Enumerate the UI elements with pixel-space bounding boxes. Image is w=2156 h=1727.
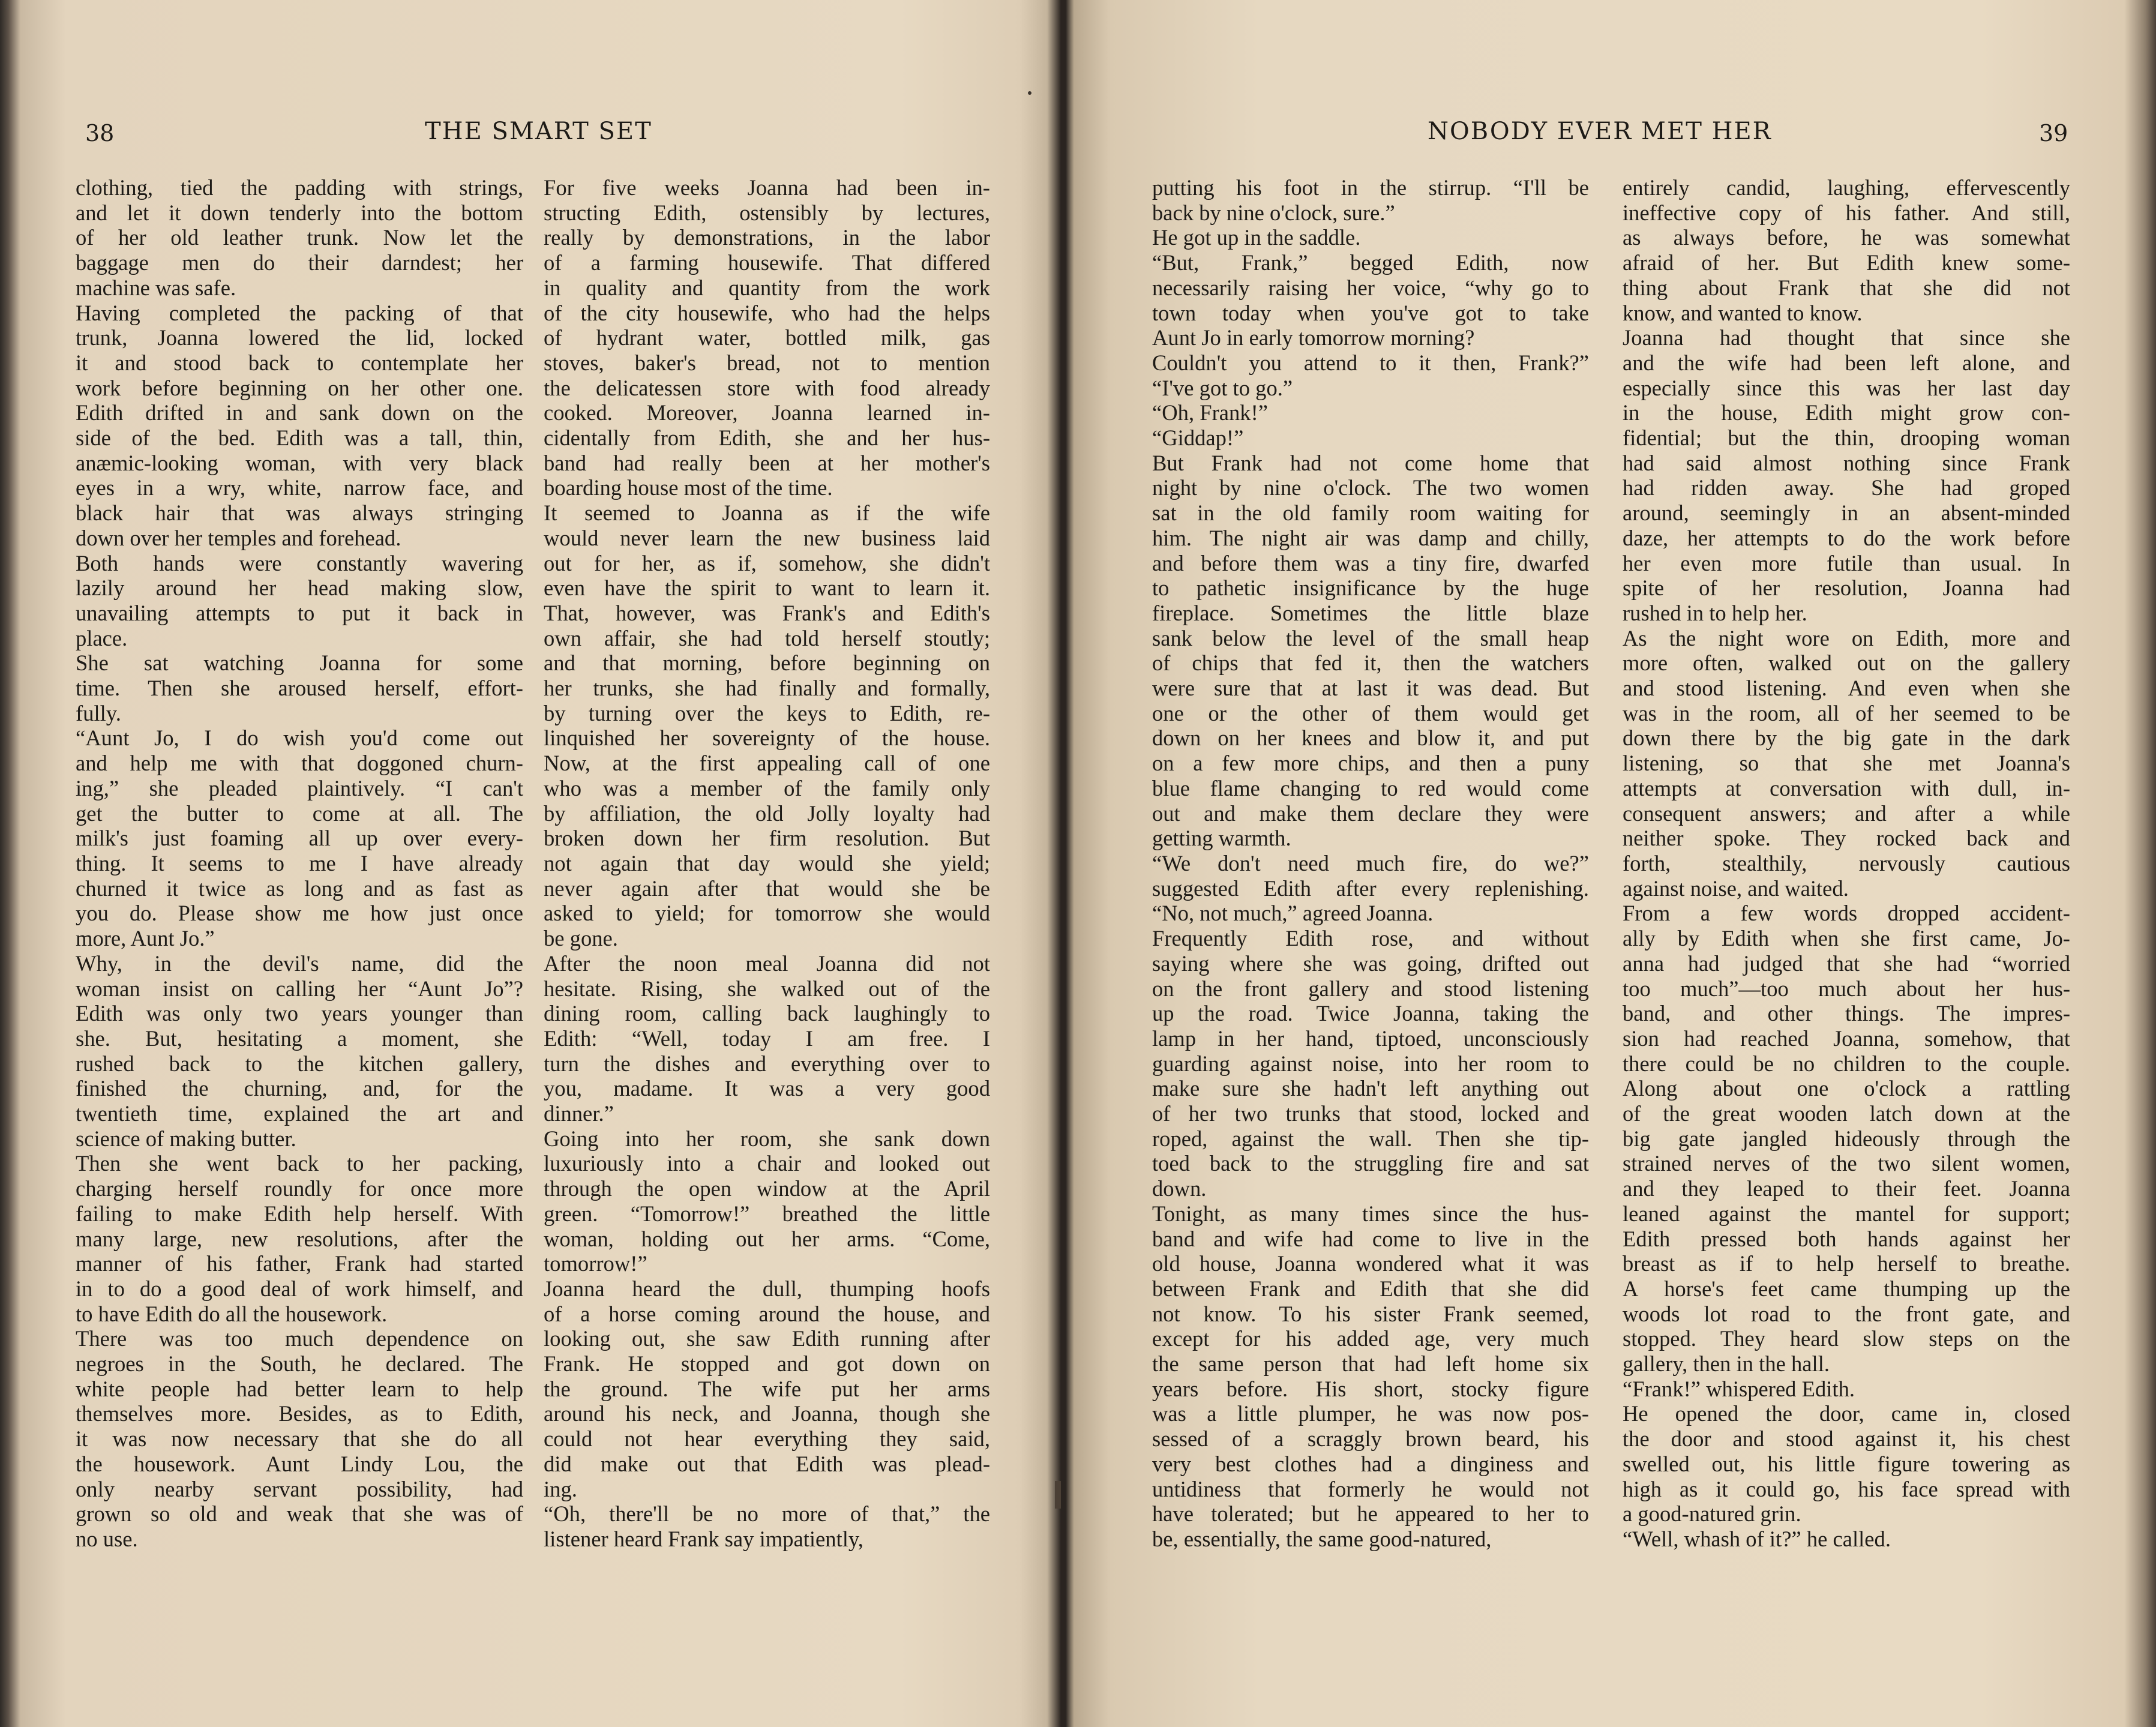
text-line: too much”—too much about her hus- <box>1623 976 2070 1001</box>
text-line: ing,” she pleaded plaintively. “I can't <box>76 775 523 800</box>
text-line: on a few more chips, and then a puny <box>1152 751 1589 776</box>
text-line: Joanna had thought that since she <box>1623 325 2070 350</box>
text-line: spite of her resolution, Joanna had <box>1623 575 2070 601</box>
text-line: necessarily raising her voice, “why go to <box>1152 275 1589 300</box>
text-line: Joanna heard the dull, thumping hoofs <box>544 1276 990 1301</box>
text-line: white people had better learn to help <box>76 1376 523 1401</box>
text-line: one or the other of them would get <box>1152 700 1589 725</box>
text-line: hesitate. Rising, she walked out of the <box>544 976 990 1001</box>
text-line: around his neck, and Joanna, though she <box>544 1401 990 1426</box>
text-line: trunk, Joanna lowered the lid, locked <box>76 325 523 350</box>
text-line: As the night wore on Edith, more and <box>1623 625 2070 650</box>
text-line: blue flame changing to red would come <box>1152 775 1589 800</box>
text-line: unavailing attempts to put it back in <box>76 600 523 625</box>
text-line: Couldn't you attend to it then, Frank?” <box>1152 350 1589 375</box>
text-line: woman insist on calling her “Aunt Jo”? <box>76 976 523 1001</box>
text-line: place. <box>76 625 128 650</box>
text-line: strained nerves of the two silent women, <box>1623 1151 2070 1176</box>
text-line: Now, at the first appealing call of one <box>544 751 990 776</box>
text-line: be gone. <box>544 926 618 951</box>
text-line: listening, so that she met Joanna's <box>1623 751 2070 776</box>
text-line: out for her, as if, somehow, she didn't <box>544 550 990 575</box>
text-line: down on her knees and blow it, and put <box>1152 725 1589 751</box>
text-line: putting his foot in the stirrup. “I'll be <box>1152 175 1589 200</box>
right-column-1 <box>1152 175 1589 1552</box>
text-line: except for his added age, very much <box>1152 1326 1589 1351</box>
text-line: That, however, was Frank's and Edith's <box>544 600 990 625</box>
text-line: there could be no children to the couple. <box>1623 1051 2070 1076</box>
text-line: thing about Frank that she did not <box>1623 275 2070 300</box>
text-line: stopped. They heard slow steps on the <box>1623 1326 2070 1351</box>
text-line: as always before, he was somewhat <box>1623 225 2070 250</box>
text-line: sessed of a scraggly brown beard, his <box>1152 1426 1589 1452</box>
text-line: sat in the old family room waiting for <box>1152 500 1589 526</box>
text-line: ally by Edith when she first came, Jo- <box>1623 926 2070 951</box>
text-line: by affiliation, the old Jolly loyalty had <box>544 800 990 826</box>
text-line: Tonight, as many times since the hus- <box>1152 1201 1589 1226</box>
text-line: A horse's feet came thumping up the <box>1623 1276 2070 1301</box>
text-line: lazily around her head making slow, <box>76 575 523 601</box>
text-line: “Giddap!” <box>1152 425 1244 451</box>
text-line: woods lot road to the front gate, and <box>1623 1301 2070 1326</box>
text-line: turn the dishes and everything over to <box>544 1051 990 1076</box>
text-line: years before. His short, stocky figure <box>1152 1376 1589 1401</box>
text-line: and stood listening. And even when she <box>1623 676 2070 701</box>
text-line: getting warmth. <box>1152 826 1291 851</box>
text-line: “No, not much,” agreed Joanna. <box>1152 901 1434 926</box>
text-line: her even more futile than usual. In <box>1623 550 2070 575</box>
text-line: machine was safe. <box>76 275 236 300</box>
gutter-ink-mark <box>1055 1481 1061 1509</box>
text-line: Edith: “Well, today I am free. I <box>544 1026 990 1051</box>
text-line: “Oh, Frank!” <box>1152 400 1268 425</box>
text-line: you, madame. It was a very good <box>544 1076 990 1101</box>
text-line: Why, in the devil's name, did the <box>76 951 523 976</box>
text-line: entirely candid, laughing, effervescently <box>1623 175 2070 200</box>
text-line: in to do a good deal of work himself, and <box>76 1276 523 1301</box>
text-line: swelled out, his little figure towering as <box>1623 1451 2070 1476</box>
text-line: suggested Edith after every replenishing. <box>1152 876 1589 901</box>
text-line: her trunks, she had finally and formally, <box>544 676 990 701</box>
text-line: in quality and quantity from the work <box>544 275 990 300</box>
text-line: many large, new resolutions, after the <box>76 1226 523 1251</box>
text-line: churned it twice as long and as fast as <box>76 876 523 901</box>
text-line: against noise, and waited. <box>1623 876 1849 901</box>
text-line: fully. <box>76 700 121 725</box>
text-line: science of making butter. <box>76 1126 296 1151</box>
text-line: high as it could go, his face spread with <box>1623 1476 2070 1501</box>
text-line: who was a member of the family only <box>544 775 990 800</box>
text-line: guarding against noise, into her room to <box>1152 1051 1589 1076</box>
text-line: be, essentially, the same good-natured, <box>1152 1526 1492 1551</box>
text-line: by turning over the keys to Edith, re- <box>544 700 990 725</box>
gutter-mark <box>1028 91 1031 95</box>
text-line: up the road. Twice Joanna, taking the <box>1152 1001 1589 1026</box>
text-line: town today when you've got to take <box>1152 300 1589 325</box>
text-line: down over her temples and forehead. <box>76 525 401 550</box>
text-line: of a horse coming around the house, and <box>544 1301 990 1326</box>
text-line: saying where she was going, drifted out <box>1152 951 1589 976</box>
text-line: “But, Frank,” begged Edith, now <box>1152 250 1589 275</box>
text-line: out and make them declare they were <box>1152 800 1589 826</box>
text-line: no use. <box>76 1526 138 1551</box>
text-line: grown so old and weak that she was of <box>76 1501 523 1527</box>
text-line: fidential; but the thin, drooping woman <box>1623 425 2070 451</box>
text-line: woman, holding out her arms. “Come, <box>544 1226 990 1251</box>
text-line: had ridden away. She had groped <box>1623 475 2070 500</box>
text-line: more, Aunt Jo.” <box>76 926 215 951</box>
text-line: After the noon meal Joanna did not <box>544 951 990 976</box>
text-line: of the great wooden latch down at the <box>1623 1101 2070 1126</box>
text-line: “We don't need much fire, do we?” <box>1152 850 1589 876</box>
text-line: old house, Joanna wondered what it was <box>1152 1251 1589 1276</box>
text-line: the housework. Aunt Lindy Lou, the <box>76 1451 523 1476</box>
text-line: sion had reached Joanna, somehow, that <box>1623 1026 2070 1051</box>
left-column-2 <box>544 175 990 1552</box>
text-line: attempts at conversation with dull, in- <box>1623 775 2070 800</box>
text-line: make sure she hadn't left anything out <box>1152 1076 1589 1101</box>
text-line: asked to yield; for tomorrow she would <box>544 901 990 926</box>
text-line: green. “Tomorrow!” breathed the little <box>544 1201 990 1226</box>
text-line: could not hear everything they said, <box>544 1426 990 1452</box>
text-line: would never learn the new business laid <box>544 525 990 550</box>
text-line: dinner.” <box>544 1101 614 1126</box>
text-line: band and wife had come to live in the <box>1152 1226 1589 1251</box>
text-line: Then she went back to her packing, <box>76 1151 523 1176</box>
text-line: very best clothes had a dinginess and <box>1152 1451 1589 1476</box>
text-line: was a little plumper, he was now pos- <box>1152 1401 1589 1426</box>
text-line: and let it down tenderly into the bottom <box>76 200 523 225</box>
text-line: never again after that would she be <box>544 876 990 901</box>
text-line: anna had judged that she had “worried <box>1623 951 2070 976</box>
text-line: clothing, tied the padding with strings, <box>76 175 523 200</box>
text-line: untidiness that formerly he would not <box>1152 1476 1589 1501</box>
text-line: of her old leather trunk. Now let the <box>76 225 523 250</box>
right-page <box>1066 0 2156 1727</box>
text-line: around, seemingly in an absent-minded <box>1623 500 2070 526</box>
left-page-number: 38 <box>85 120 115 146</box>
text-line: “I've got to go.” <box>1152 375 1293 400</box>
text-line: and before them was a tiny fire, dwarfed <box>1152 550 1589 575</box>
text-line: have tolerated; but he appeared to her to <box>1152 1501 1589 1527</box>
text-line: in the house, Edith might grow con- <box>1623 400 2070 425</box>
text-line: listener heard Frank say impatiently, <box>544 1526 863 1551</box>
left-page <box>0 0 1061 1727</box>
right-page-number: 39 <box>2039 120 2068 146</box>
text-line: the door and stood against it, his chest <box>1623 1426 2070 1452</box>
text-line: cidentally from Edith, she and her hus- <box>544 425 990 451</box>
text-line: and help me with that doggoned churn- <box>76 751 523 776</box>
text-line: to have Edith do all the housework. <box>76 1301 388 1326</box>
text-line: Having completed the packing of that <box>76 300 523 325</box>
text-line: baggage men do their darndest; her <box>76 250 523 275</box>
text-line: “Oh, there'll be no more of that,” the <box>544 1501 990 1527</box>
text-line: neither spoke. They rocked back and <box>1623 826 2070 851</box>
text-line: Edith drifted in and sank down on the <box>76 400 523 425</box>
text-line: failing to make Edith help herself. With <box>76 1201 523 1226</box>
text-line: big gate jangled hideously through the <box>1623 1126 2070 1151</box>
text-line: Frequently Edith rose, and without <box>1152 926 1589 951</box>
text-line: rushed in to help her. <box>1623 600 1807 625</box>
text-line: eyes in a wry, white, narrow face, and <box>76 475 523 500</box>
left-column-1 <box>76 175 523 1552</box>
text-line: of chips that fed it, then the watchers <box>1152 650 1589 676</box>
text-line: was in the room, all of her seemed to be <box>1623 700 2070 725</box>
text-line: structing Edith, ostensibly by lectures, <box>544 200 990 225</box>
text-line: not know. To his sister Frank seemed, <box>1152 1301 1589 1326</box>
text-line: rushed back to the kitchen gallery, <box>76 1051 523 1076</box>
text-line: time. Then she aroused herself, effort- <box>76 676 523 701</box>
text-line: consequent answers; and after a while <box>1623 800 2070 826</box>
text-line: milk's just foaming all up over every- <box>76 826 523 851</box>
text-line: He opened the door, came in, closed <box>1623 1401 2070 1426</box>
text-line: only nearby servant possibility, had <box>76 1476 523 1501</box>
text-line: sank below the level of the small heap <box>1152 625 1589 650</box>
text-line: Aunt Jo in early tomorrow morning? <box>1152 325 1475 350</box>
text-line: stoves, baker's bread, not to mention <box>544 350 990 375</box>
text-line: even have the spirit to want to learn it. <box>544 575 990 601</box>
right-column-2 <box>1623 175 2070 1552</box>
text-line: There was too much dependence on <box>76 1326 523 1351</box>
text-line: she. But, hesitating a moment, she <box>76 1026 523 1051</box>
text-line: him. The night air was damp and chilly, <box>1152 525 1589 550</box>
text-line: tomorrow!” <box>544 1251 647 1276</box>
text-line: between Frank and Edith that she did <box>1152 1276 1589 1301</box>
text-line: From a few words dropped accident- <box>1623 901 2070 926</box>
text-line: of a farming housewife. That differed <box>544 250 990 275</box>
text-line: leaned against the mantel for support; <box>1623 1201 2070 1226</box>
text-line: know, and wanted to know. <box>1623 300 1863 325</box>
text-line: on the front gallery and stood listening <box>1152 976 1589 1001</box>
text-line: of hydrant water, bottled milk, gas <box>544 325 990 350</box>
text-line: down there by the big gate in the dark <box>1623 725 2070 751</box>
text-line: of the city housewife, who had the helps <box>544 300 990 325</box>
text-line: and that morning, before beginning on <box>544 650 990 676</box>
text-line: you do. Please show me how just once <box>76 901 523 926</box>
text-line: back by nine o'clock, sure.” <box>1152 200 1395 225</box>
text-line: down. <box>1152 1176 1207 1201</box>
text-line: the delicatessen store with food already <box>544 375 990 400</box>
text-line: side of the bed. Edith was a tall, thin, <box>76 425 523 451</box>
text-line: fireplace. Sometimes the little blaze <box>1152 600 1589 625</box>
text-line: negroes in the South, he declared. The <box>76 1351 523 1377</box>
text-line: forth, stealthily, nervously cautious <box>1623 850 2070 876</box>
text-line: cooked. Moreover, Joanna learned in- <box>544 400 990 425</box>
text-line: charging herself roundly for once more <box>76 1176 523 1201</box>
text-line: roped, against the wall. Then she tip- <box>1152 1126 1589 1151</box>
text-line: Edith pressed both hands against her <box>1623 1226 2070 1251</box>
text-line: manner of his father, Frank had started <box>76 1251 523 1276</box>
text-line: night by nine o'clock. The two women <box>1152 475 1589 500</box>
text-line: gallery, then in the hall. <box>1623 1351 1830 1377</box>
text-line: band, and other things. The impres- <box>1623 1001 2070 1026</box>
text-line: linquished her sovereignty of the house. <box>544 725 990 751</box>
text-line: For five weeks Joanna had been in- <box>544 175 990 200</box>
right-running-head: NOBODY EVER MET HER <box>1428 118 1772 145</box>
text-line: the same person that had left home six <box>1152 1351 1589 1377</box>
text-line: looking out, she saw Edith running after <box>544 1326 990 1351</box>
left-running-head: THE SMART SET <box>425 118 652 145</box>
text-line: had said almost nothing since Frank <box>1623 450 2070 475</box>
text-line: of her two trunks that stood, locked and <box>1152 1101 1589 1126</box>
text-line: breast as if to help herself to breathe. <box>1623 1251 2070 1276</box>
text-line: finished the churning, and, for the <box>76 1076 523 1101</box>
text-line: luxuriously into a chair and looked out <box>544 1151 990 1176</box>
text-line: It seemed to Joanna as if the wife <box>544 500 990 526</box>
text-line: not again that day would she yield; <box>544 850 990 876</box>
text-line: work before beginning on her other one. <box>76 375 523 400</box>
text-line: broken down her firm resolution. But <box>544 826 990 851</box>
text-line: get the butter to come at all. The <box>76 800 523 826</box>
text-line: were sure that at last it was dead. But <box>1152 676 1589 701</box>
text-line: band had really been at her mother's <box>544 450 990 475</box>
text-line: more often, walked out on the gallery <box>1623 650 2070 676</box>
text-line: anæmic-looking woman, with very black <box>76 450 523 475</box>
text-line: especially since this was her last day <box>1623 375 2070 400</box>
text-line: and the wife had been left alone, and <box>1623 350 2070 375</box>
text-line: to pathetic insignificance by the huge <box>1152 575 1589 601</box>
text-line: the ground. The wife put her arms <box>544 1376 990 1401</box>
text-line: But Frank had not come home that <box>1152 450 1589 475</box>
text-line: it was now necessary that she do all <box>76 1426 523 1452</box>
text-line: themselves more. Besides, as to Edith, <box>76 1401 523 1426</box>
text-line: thing. It seems to me I have already <box>76 850 523 876</box>
text-line: “Well, whash of it?” he called. <box>1623 1526 1891 1551</box>
text-line: lamp in her hand, tiptoed, unconsciously <box>1152 1026 1589 1051</box>
text-line: Edith was only two years younger than <box>76 1001 523 1026</box>
text-line: Frank. He stopped and got down on <box>544 1351 990 1377</box>
text-line: ineffective copy of his father. And still, <box>1623 200 2070 225</box>
text-line: really by demonstrations, in the labor <box>544 225 990 250</box>
text-line: daze, her attempts to do the work before <box>1623 525 2070 550</box>
text-line: Going into her room, she sank down <box>544 1126 990 1151</box>
text-line: He got up in the saddle. <box>1152 225 1361 250</box>
text-line: “Aunt Jo, I do wish you'd come out <box>76 725 523 751</box>
text-line: it and stood back to contemplate her <box>76 350 523 375</box>
text-line: ing. <box>544 1476 577 1501</box>
text-line: and they leaped to their feet. Joanna <box>1623 1176 2070 1201</box>
text-line: Along about one o'clock a rattling <box>1623 1076 2070 1101</box>
text-line: dining room, calling back laughingly to <box>544 1001 990 1026</box>
text-line: a good-natured grin. <box>1623 1501 1801 1527</box>
text-line: afraid of her. But Edith knew some- <box>1623 250 2070 275</box>
text-line: She sat watching Joanna for some <box>76 650 523 676</box>
text-line: “Frank!” whispered Edith. <box>1623 1376 1855 1401</box>
text-line: boarding house most of the time. <box>544 475 833 500</box>
text-line: did make out that Edith was plead- <box>544 1451 990 1476</box>
text-line: toed back to the struggling fire and sat <box>1152 1151 1589 1176</box>
text-line: own affair, she had told herself stoutly; <box>544 625 990 650</box>
text-line: Both hands were constantly wavering <box>76 550 523 575</box>
text-line: through the open window at the April <box>544 1176 990 1201</box>
text-line: black hair that was always stringing <box>76 500 523 526</box>
text-line: twentieth time, explained the art and <box>76 1101 523 1126</box>
